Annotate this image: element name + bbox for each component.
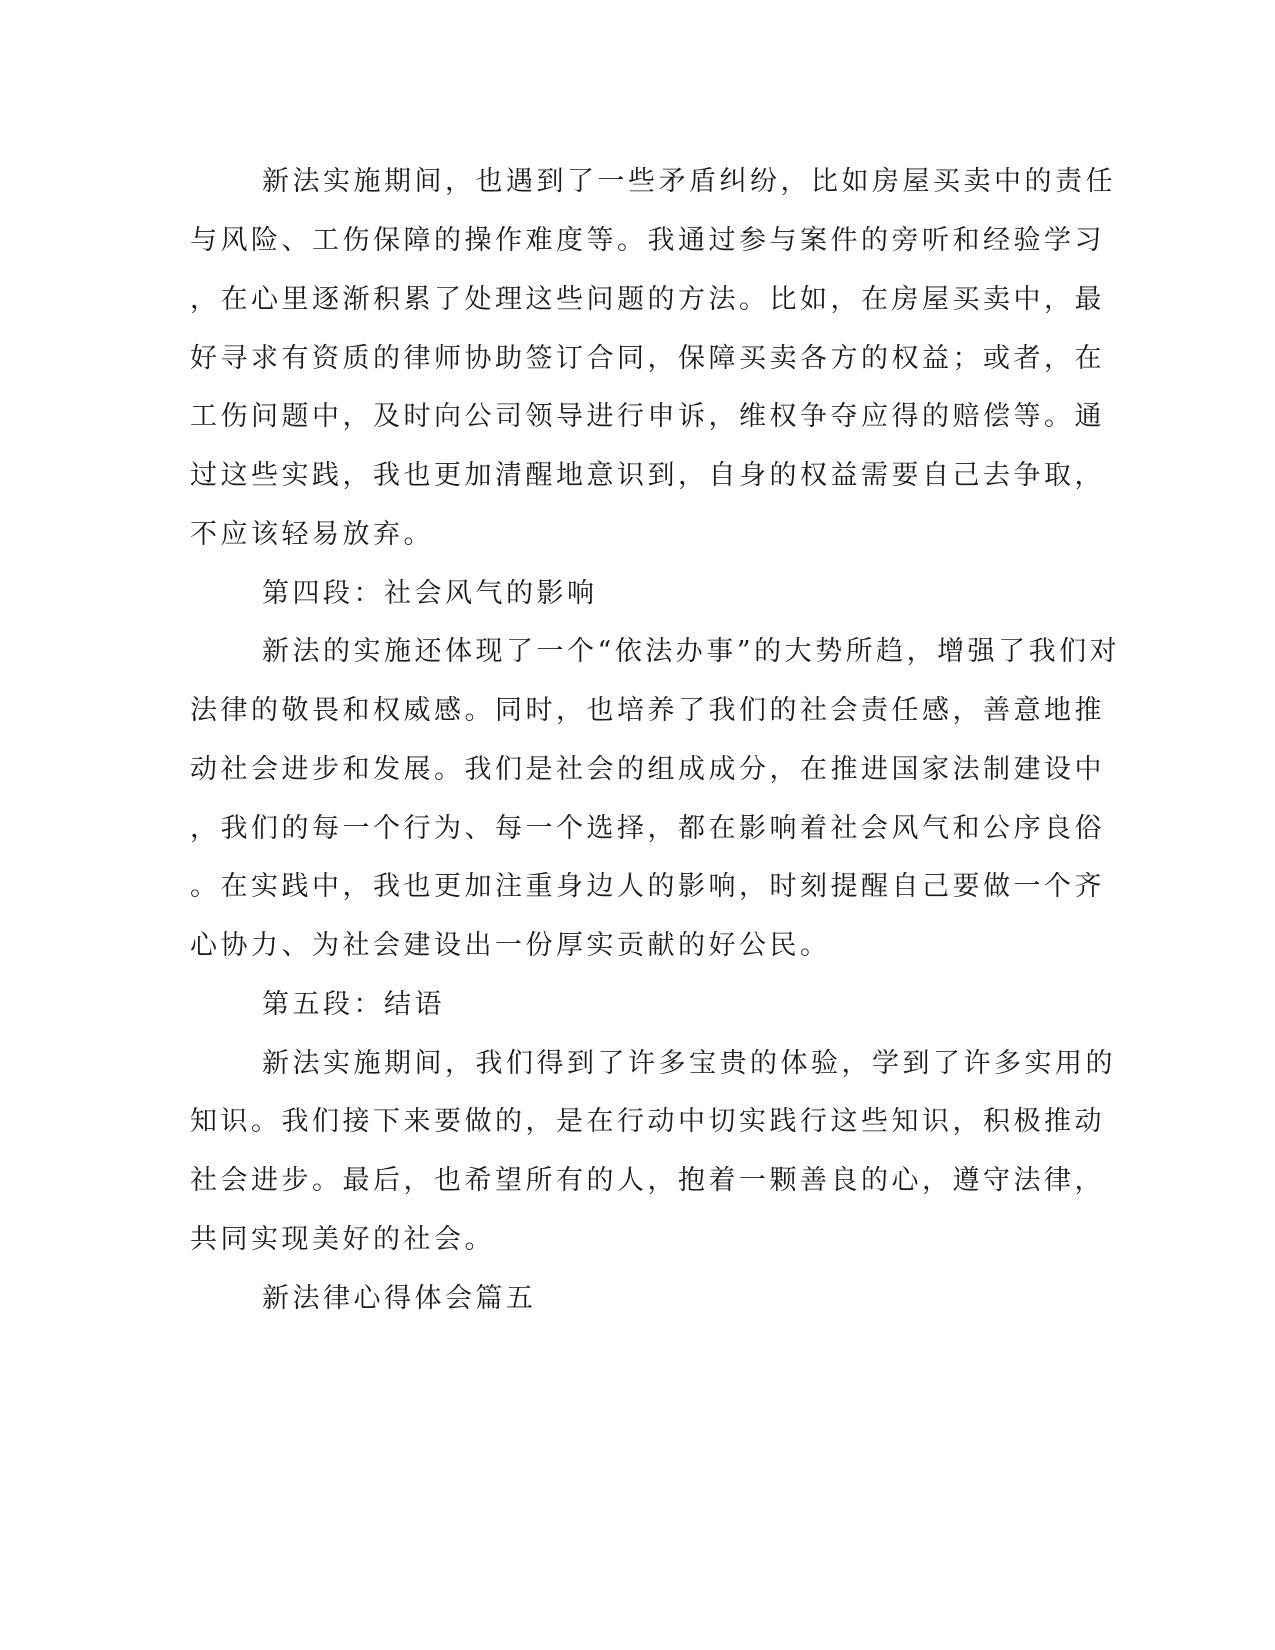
paragraph-line: 工伤问题中，及时向公司领导进行申诉，维权争夺应得的赔偿等。通 bbox=[190, 401, 1105, 432]
paragraph-line: 新法的实施还体现了一个“依法办事”的大势所趋，增强了我们对 bbox=[262, 636, 1121, 667]
paragraph-line: ，我们的每一个行为、每一个选择，都在影响着社会风气和公序良俗 bbox=[190, 813, 1105, 844]
paragraph-line: 心协力、为社会建设出一份厚实贡献的好公民。 bbox=[190, 930, 831, 961]
paragraph-line: 新法实施期间，我们得到了许多宝贵的体验，学到了许多实用的 bbox=[262, 1048, 1116, 1079]
paragraph-line: 不应该轻易放弃。 bbox=[190, 519, 434, 550]
paragraph-line: 。在实践中，我也更加注重身边人的影响，时刻提醒自己要做一个齐 bbox=[190, 871, 1105, 902]
section-heading: 第五段：结语 bbox=[262, 989, 445, 1020]
paragraph-line: 法律的敬畏和权威感。同时，也培养了我们的社会责任感，善意地推 bbox=[190, 695, 1105, 726]
paragraph-line: 动社会进步和发展。我们是社会的组成成分，在推进国家法制建设中 bbox=[190, 754, 1105, 785]
paragraph-line: 与风险、工伤保障的操作难度等。我通过参与案件的旁听和经验学习 bbox=[190, 225, 1105, 256]
paragraph-line: 知识。我们接下来要做的，是在行动中切实践行这些知识，积极推动 bbox=[190, 1106, 1105, 1137]
paragraph-line: 新法实施期间，也遇到了一些矛盾纠纷，比如房屋买卖中的责任 bbox=[262, 166, 1116, 197]
paragraph-line: 社会进步。最后，也希望所有的人，抱着一颗善良的心，遵守法律， bbox=[190, 1165, 1105, 1196]
paragraph-line: ，在心里逐渐积累了处理这些问题的方法。比如，在房屋买卖中，最 bbox=[190, 284, 1105, 315]
paragraph-line: 好寻求有资质的律师协助签订合同，保障买卖各方的权益；或者，在 bbox=[190, 343, 1105, 374]
paragraph-line: 过这些实践，我也更加清醒地意识到，自身的权益需要自己去争取， bbox=[190, 460, 1105, 491]
paragraph-line: 共同实现美好的社会。 bbox=[190, 1224, 495, 1255]
section-heading: 第四段：社会风气的影响 bbox=[262, 578, 598, 609]
article-title: 新法律心得体会篇五 bbox=[262, 1283, 537, 1314]
